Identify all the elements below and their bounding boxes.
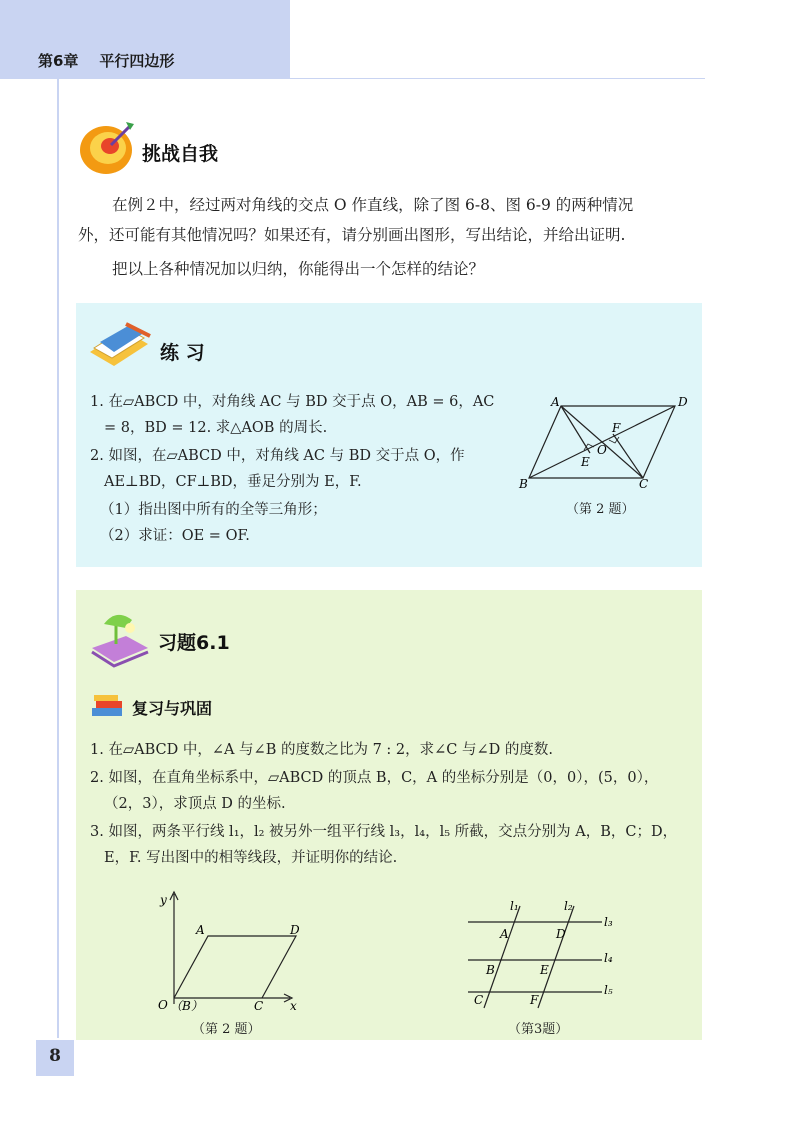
label-D: D — [678, 395, 688, 409]
margin-rule — [57, 78, 59, 1038]
homework-q3-line2: E，F. 写出图中的相等线段，并证明你的结论. — [104, 850, 398, 866]
homework-q3-line1: 3. 如图，两条平行线 l₁，l₂ 被另外一组平行线 l₃，l₄，l₅ 所截，交点分别为 A，B，C；D， — [90, 824, 678, 840]
practice-title: 练 习 — [160, 342, 205, 364]
origin-label: O — [158, 998, 168, 1012]
challenge-title: 挑战自我 — [142, 143, 219, 165]
challenge-line-2: 外，还可能有其他情况吗？如果还有，请分别画出图形，写出结论，并给出证明. — [78, 226, 626, 244]
axis-x-label: x — [290, 999, 297, 1013]
label-A: A — [551, 395, 560, 409]
stacked-books-icon — [88, 694, 128, 720]
label-l4: l₄ — [604, 951, 613, 965]
perp-ae — [561, 406, 590, 453]
point-c-label: C — [254, 999, 264, 1013]
target-icon — [78, 118, 136, 176]
label-l3: l₃ — [604, 915, 613, 929]
header-rule — [0, 78, 705, 79]
line-l2 — [538, 906, 574, 1008]
lamp-books-icon — [86, 608, 152, 670]
homework-q2-line1: 2. 如图，在直角坐标系中，▱ABCD 的顶点 B，C，A 的坐标分别是（0，0），(5，0）， — [90, 770, 659, 786]
point-b-label: （B） — [170, 999, 203, 1013]
practice-figure-caption: （第 2 题） — [566, 502, 635, 517]
label-l1: l₁ — [510, 899, 519, 913]
practice-q1-line1: 1. 在▱ABCD 中，对角线 AC 与 BD 交于点 O，AB = 6，AC — [90, 394, 495, 410]
label-B: B — [519, 477, 528, 491]
label-F: F — [612, 421, 621, 435]
practice-q1-line2: = 8，BD = 12. 求△AOB 的周长. — [104, 420, 328, 436]
parallelogram-abcd — [174, 936, 296, 998]
practice-q2-line1: 2. 如图，在▱ABCD 中，对角线 AC 与 BD 交于点 O，作 — [90, 448, 465, 464]
axis-y-label: y — [160, 893, 167, 907]
label-l5: l₅ — [604, 983, 613, 997]
homework-title: 习题6.1 — [158, 632, 230, 654]
fig3-caption: （第3题） — [508, 1022, 569, 1037]
practice-q2-sub2: （2）求证：OE = OF. — [100, 528, 250, 544]
homework-q2-line2: （2，3），求顶点 D 的坐标. — [104, 796, 286, 812]
parallelogram-figure — [515, 392, 695, 492]
label-A: A — [500, 927, 509, 941]
homework-subtitle: 复习与巩固 — [132, 699, 213, 718]
challenge-line-1: 在例２中，经过两对角线的交点 O 作直线，除了图 6-8、图 6-9 的两种情况 — [112, 196, 634, 214]
homework-q1: 1. 在▱ABCD 中，∠A 与∠B 的度数之比为 7 : 2，求∠C 与∠D 的度数. — [90, 742, 553, 758]
label-O: O — [597, 443, 607, 457]
line-l1 — [484, 906, 520, 1008]
label-E: E — [581, 455, 590, 469]
chapter-title: 第6章 平行四边形 — [38, 52, 175, 70]
label-E: E — [540, 963, 549, 977]
point-a-label: A — [196, 923, 205, 937]
point-d-label: D — [290, 923, 300, 937]
coordinate-figure — [150, 888, 310, 1016]
fig2-caption: （第 2 题） — [192, 1022, 261, 1037]
practice-q2-line2: AE⊥BD，CF⊥BD，垂足分别为 E，F. — [104, 474, 362, 490]
practice-q2-sub1: （1）指出图中所有的全等三角形； — [100, 502, 327, 518]
notebook-pencil-icon — [86, 322, 152, 368]
label-B: B — [486, 963, 495, 977]
challenge-line-3: 把以上各种情况加以归纳，你能得出一个怎样的结论？ — [112, 260, 485, 278]
label-l2: l₂ — [564, 899, 573, 913]
label-C: C — [474, 993, 484, 1007]
diagonal-bd — [529, 406, 675, 478]
page-number: 8 — [49, 1046, 61, 1066]
label-F: F — [530, 993, 539, 1007]
parallel-lines-figure — [460, 896, 630, 1016]
label-D: D — [556, 927, 566, 941]
label-C: C — [639, 477, 649, 491]
